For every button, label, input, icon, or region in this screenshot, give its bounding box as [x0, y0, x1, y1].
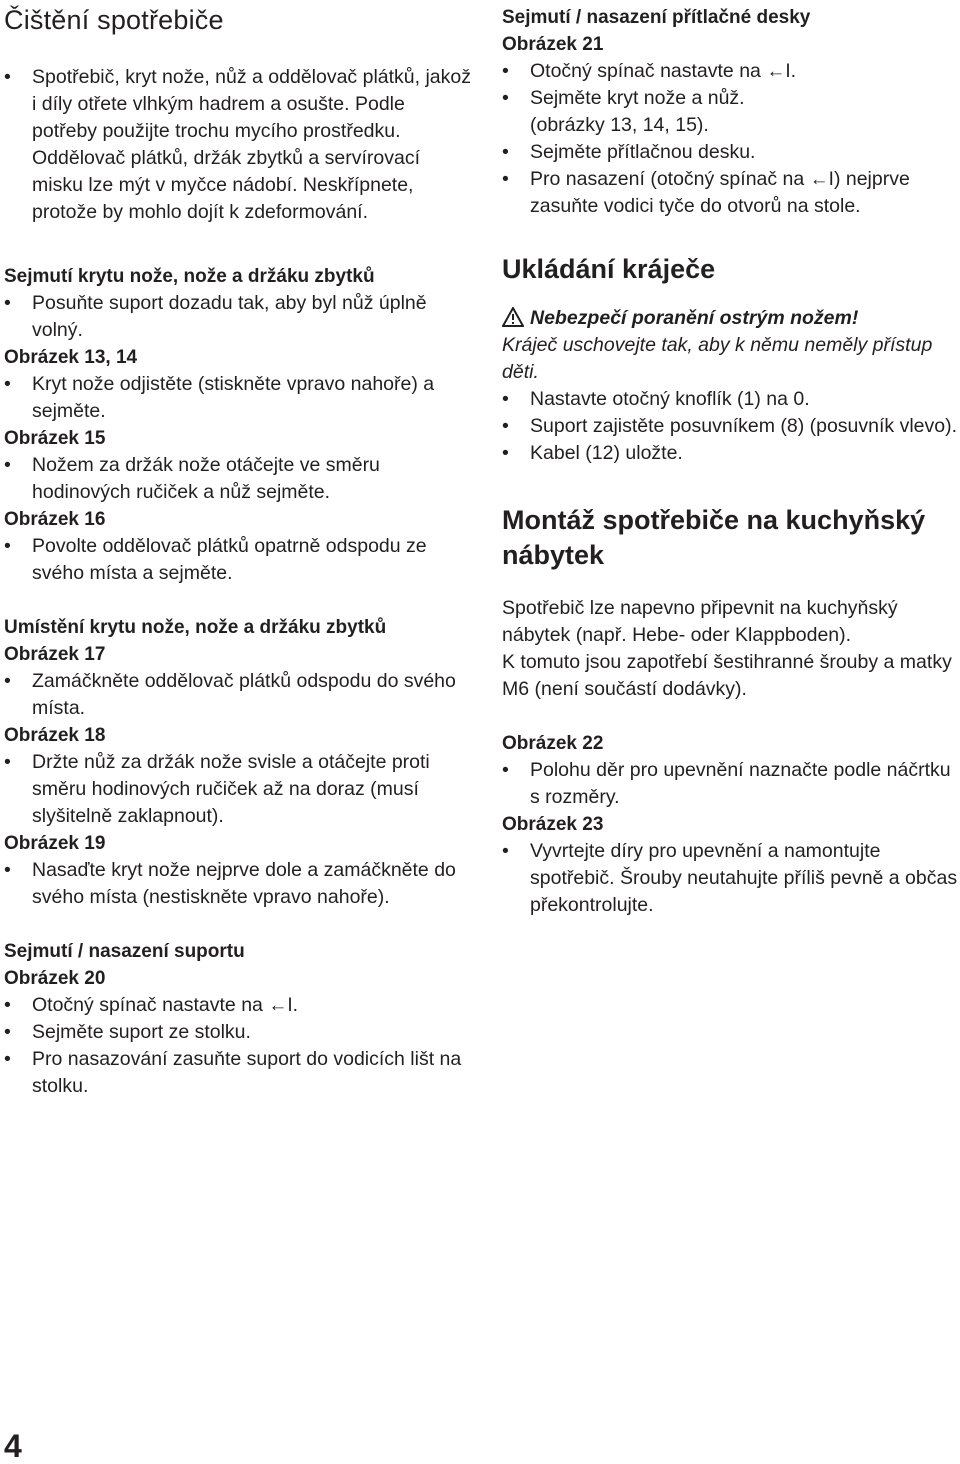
text-fragment: . [292, 994, 299, 1016]
list-item: • Kryt nože odjistěte (stiskněte vpravo nahoře) a sejměte. [4, 371, 474, 425]
list-item: • Sejměte přítlačnou desku. [502, 139, 958, 166]
text-fragment: Pro nasazení (otočný spínač na [530, 168, 810, 190]
figure-ref: Obrázek 15 [4, 428, 106, 449]
page-number: 4 [4, 1428, 22, 1464]
list-item: • Sejměte suport ze stolku. [4, 1019, 474, 1046]
figure-ref: Obrázek 20 [4, 968, 106, 989]
list-item: • Kabel (12) uložte. [502, 440, 958, 467]
removal-list-4 [4, 533, 474, 587]
placement-list-1 [4, 668, 474, 722]
switch-symbol-icon: ←I [766, 61, 791, 82]
list-item: • Posuňte suport dozadu tak, aby byl nůž úplně volný. [4, 290, 474, 344]
switch-symbol-icon: ←I [809, 169, 834, 190]
figure-ref: Obrázek 23 [502, 814, 604, 835]
placement-section [4, 614, 474, 911]
placement-heading: Umístění krytu nože, nože a držáku zbytků [4, 617, 387, 638]
list-item: • Nasaďte kryt nože nejprve dole a zamáčkněte do svého místa (nestiskněte vpravo nahoře). [4, 857, 474, 911]
pressure-plate-section [502, 4, 958, 220]
figure-ref: Obrázek 16 [4, 509, 106, 530]
list-item: • Vyvrtejte díry pro upevnění a namontujte spotřebič. Šrouby neutahujte příliš pevně a občas překontrolujte. [502, 838, 958, 919]
pressure-plate-heading: Sejmutí / nasazení přítlačné desky [502, 7, 811, 28]
mounting-list-1 [502, 757, 958, 811]
text-fragment: Otočný spínač nastavte na [530, 60, 767, 82]
list-item [502, 166, 958, 220]
removal-section [4, 263, 474, 587]
list-item: • Suport zajistěte posuvníkem (8) (posuvník vlevo). [502, 413, 958, 440]
list-item [502, 58, 958, 85]
list-item: • Nožem za držák nože otáčejte ve směru hodinových ručiček a nůž sejměte. [4, 452, 474, 506]
mounting-heading: Montáž spotřebiče na kuchyňský nábytek [502, 505, 926, 570]
warning-title [502, 305, 958, 332]
figure-ref: Obrázek 17 [4, 644, 106, 665]
text-fragment: . [790, 60, 797, 82]
figure-ref: Obrázek 21 [502, 34, 604, 55]
list-item [4, 992, 474, 1019]
list-item: • Držte nůž za držák nože svisle a otáčejte proti směru hodinových ručiček až na doraz (musí slyšitelně zaklapnout). [4, 749, 474, 830]
mounting-section [502, 503, 958, 919]
storage-section [502, 252, 958, 467]
placement-list-2 [4, 749, 474, 830]
text-fragment: Sejměte kryt nože a nůž. [530, 87, 745, 109]
switch-symbol-icon: ←I [268, 995, 293, 1016]
figure-ref: Obrázek 19 [4, 833, 106, 854]
removal-list-1 [4, 290, 474, 344]
cleaning-list [4, 64, 474, 226]
placement-list-3 [4, 857, 474, 911]
mounting-paragraph: Spotřebič lze napevno připevnit na kuchyňský nábytek (např. Hebe- oder Klappboden). [502, 597, 898, 646]
removal-list-3 [4, 452, 474, 506]
list-item: • Polohu děr pro upevnění naznačte podle náčrtku s rozměry. [502, 757, 958, 811]
list-item: • Povolte oddělovač plátků opatrně odspodu ze svého místa a sejměte. [4, 533, 474, 587]
warning-text: Kráječ uschovejte tak, aby k němu neměly přístup děti. [502, 334, 933, 383]
list-item: • Nastavte otočný knoflík (1) na 0. [502, 386, 958, 413]
list-item: • Zamáčkněte oddělovač plátků odspodu do svého místa. [4, 668, 474, 722]
suport-list [4, 992, 474, 1100]
list-item: • Pro nasazování zasuňte suport do vodicích lišt na stolku. [4, 1046, 474, 1100]
right-column [502, 4, 958, 919]
pressure-plate-list [502, 58, 958, 220]
mounting-list-2 [502, 838, 958, 919]
storage-heading: Ukládání kráječe [502, 254, 716, 284]
suport-section [4, 938, 474, 1100]
removal-list-2 [4, 371, 474, 425]
suport-heading: Sejmutí / nasazení suportu [4, 941, 245, 962]
storage-list [502, 386, 958, 467]
removal-heading: Sejmutí krytu nože, nože a držáku zbytků [4, 266, 375, 287]
left-column [4, 0, 474, 1100]
warning-title-text: Nebezpečí poranění ostrým nožem! [530, 307, 859, 329]
list-item [502, 85, 958, 139]
figure-ref: Obrázek 13, 14 [4, 347, 138, 368]
text-fragment: Otočný spínač nastavte na [32, 994, 269, 1016]
warning-triangle-icon [502, 307, 524, 327]
figure-ref: Obrázek 18 [4, 725, 106, 746]
list-item: • Spotřebič, kryt nože, nůž a oddělovač plátků, jakož i díly otřete vlhkým hadrem a osušte. Podle potřeby použijte trochu mycího prostředku. Oddělovač plátků, držák zbytků a servírovací misku lze mýt v myčce nádobí. Neskřípnete, protože by mohlo dojít k zdeformování. [4, 64, 474, 226]
figure-ref: Obrázek 22 [502, 733, 604, 754]
mounting-paragraph: K tomuto jsou zapotřebí šestihranné šrouby a matky M6 (není součástí dodávky). [502, 651, 952, 700]
section-title-cleaning: Čištění spotřebiče [4, 5, 224, 35]
text-fragment: (obrázky 13, 14, 15). [530, 114, 709, 136]
text-fragment: ) nejprve zasuňte vodici tyče do otvorů na stole. [530, 168, 910, 217]
